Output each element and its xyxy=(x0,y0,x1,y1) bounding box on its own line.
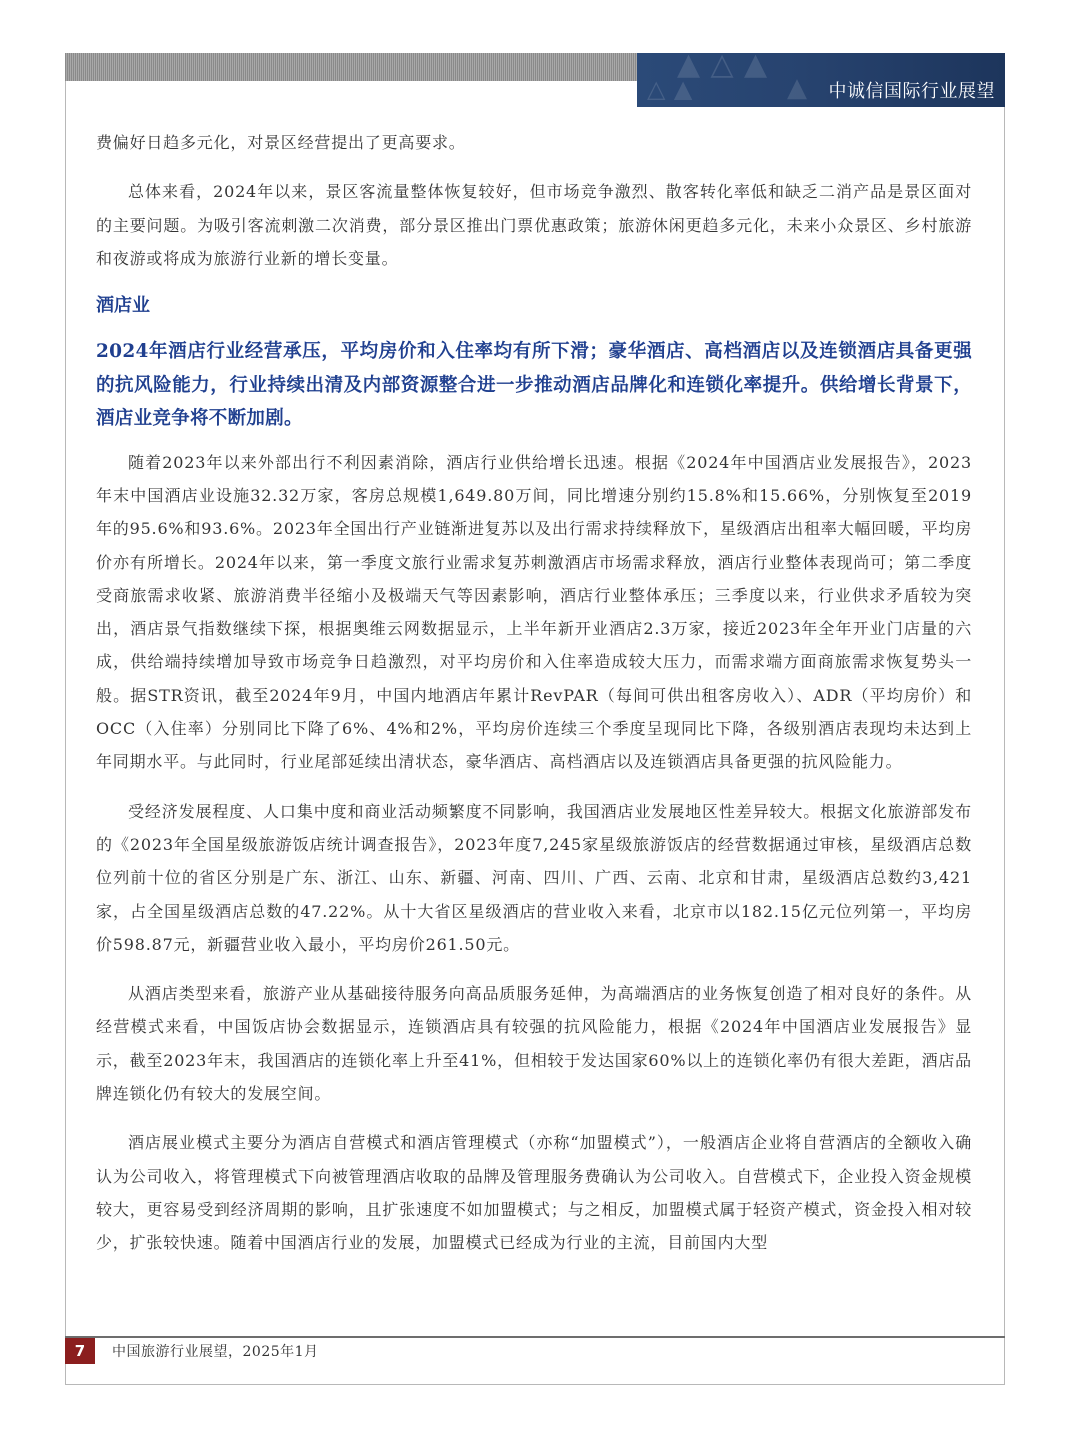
header-blue-banner xyxy=(637,53,1005,107)
header-decoration: ▲ xyxy=(787,73,807,103)
paragraph-continuation: 费偏好日趋多元化，对景区经营提出了更高要求。 xyxy=(96,133,466,152)
paragraph-hotel-supply: 随着2023年以来外部出行不利因素消除，酒店行业供给增长迅速。根据《2024年中国酒店业发展报告》，2023年末中国酒店业设施32.32万家，客房总规模1,649.80万间，同比增速分别约15.8%和15.66%，分别恢复至2019年的95.6%和93.6%。2023年全国出行产业链渐进复苏以及出行需求持续释放下，星级酒店出租率大幅回暖，平均房价亦有所增长。2024年以来，第一季度文旅行业需求复苏刺激酒店市场需求释放，酒店行业整体表现尚可；第二季度受商旅需求收紧、旅游消费半径缩小及极端天气等因素影响，酒店行业整体承压；三季度以来，行业供求矛盾较为突出，酒店景气指数继续下探，根据奥维云网数据显示，上半年新开业酒店2.3万家，接近2023年全年开业门店量的六成，供给端持续增加导致市场竞争日趋激烈，对平均房价和入住率造成较大压力，而需求端方面商旅需求恢复势头一般。据STR资讯，截至2024年9月，中国内地酒店年累计RevPAR（每间可供出租客房收入）、ADR（平均房价）和OCC（入住率）分别同比下降了6%、4%和2%，平均房价连续三个季度呈现同比下降，各级别酒店表现均未达到上年同期水平。与此同时，行业尾部延续出清状态，豪华酒店、高档酒店以及连锁酒店具备更强的抗风险能力。 xyxy=(96,452,972,772)
paragraph-summary-tourism: 总体来看，2024年以来，景区客流量整体恢复较好，但市场竞争激烈、散客转化率低和缺乏二消产品是景区面对的主要问题。为吸引客流刺激二次消费，部分景区推出门票优惠政策；旅游休闲更趋多元化，未来小众景区、乡村旅游和夜游或将成为旅游行业新的增长变量。 xyxy=(96,182,972,268)
main-content xyxy=(96,126,972,1260)
header-grey-band xyxy=(65,53,637,81)
paragraph-hotel-model: 酒店展业模式主要分为酒店自营模式和酒店管理模式（亦称“加盟模式”），一般酒店企业将自营酒店的全额收入确认为公司收入，将管理模式下向被管理酒店收取的品牌及管理服务费确认为公司收入。自营模式下，企业投入资金规模较大，更容易受到经济周期的影响，且扩张速度不如加盟模式；与之相反，加盟模式属于轻资产模式，资金投入相对较少，扩张较快速。随着中国酒店行业的发展，加盟模式已经成为行业的主流，目前国内大型 xyxy=(96,1133,972,1253)
header-decoration: △ ▲ xyxy=(647,75,693,103)
section-summary-hotel: 2024年酒店行业经营承压，平均房价和入住率均有所下滑；豪华酒店、高档酒店以及连锁酒店具备更强的抗风险能力，行业持续出清及内部资源整合进一步推动酒店品牌化和连锁化率提升。供给增长背景下，酒店业竞争将不断加剧。 xyxy=(96,341,972,430)
footer-divider xyxy=(65,1336,1005,1338)
header-title: 中诚信国际行业展望 xyxy=(828,81,995,102)
page-header xyxy=(65,53,1005,107)
header-decoration: ▲ △ ▲ xyxy=(677,53,768,82)
paragraph-hotel-regional: 受经济发展程度、人口集中度和商业活动频繁度不同影响，我国酒店业发展地区性差异较大。根据文化旅游部发布的《2023年全国星级旅游饭店统计调查报告》，2023年度7,245家星级旅游饭店的经营数据通过审核，星级酒店总数位列前十位的省区分别是广东、浙江、山东、新疆、河南、四川、广西、云南、北京和甘肃，星级酒店总数约3,421家，占全国星级酒店总数的47.22%。从十大省区星级酒店的营业收入来看，北京市以182.15亿元位列第一，平均房价598.87元，新疆营业收入最小，平均房价261.50元。 xyxy=(96,801,972,954)
footer-text: 中国旅游行业展望，2025年1月 xyxy=(112,1344,319,1360)
section-title-hotel: 酒店业 xyxy=(96,295,150,317)
paragraph-hotel-type: 从酒店类型来看，旅游产业从基础接待服务向高品质服务延伸，为高端酒店的业务恢复创造了相对良好的条件。从经营模式来看，中国饭店协会数据显示，连锁酒店具有较强的抗风险能力，根据《2024年中国酒店业发展报告》显示，截至2023年末，我国酒店的连锁化率上升至41%，但相较于发达国家60%以上的连锁化率仍有很大差距，酒店品牌连锁化仍有较大的发展空间。 xyxy=(96,984,972,1104)
page-number: 7 xyxy=(65,1338,95,1364)
